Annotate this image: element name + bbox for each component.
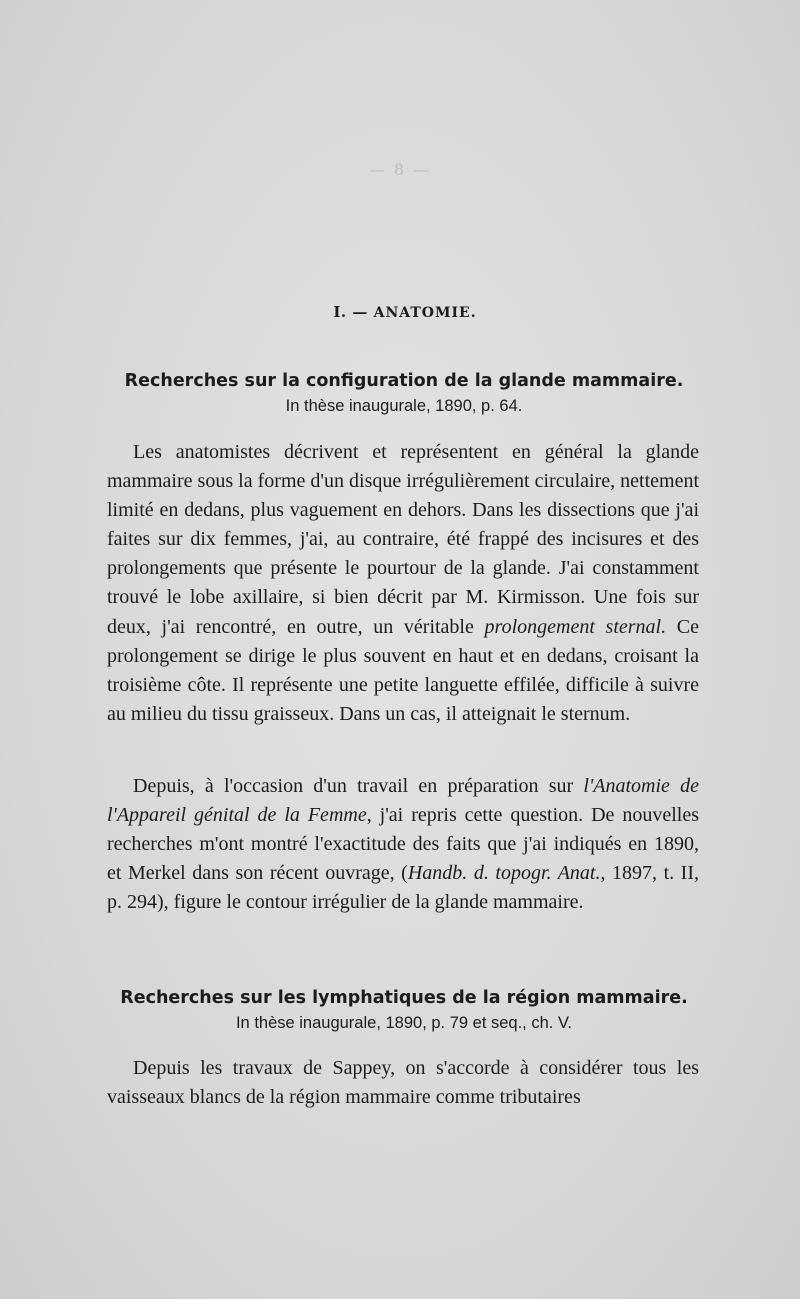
paragraph-text-after: Ce prolongement se dirige le plus souvent en haut et en dedans, croisant la troisième côte. Il représente une petite languette effilée, difficile à suivre au milieu du tissu graisseux. Dans un cas, il atteignait le sternum. <box>107 615 699 725</box>
paragraph-italic-text: prolongement sternal. <box>484 615 667 638</box>
paragraph-text-b: , j'ai repris cette question. De nouvelles recherches m'ont montré l'exactitude des faits que j'ai indiqués en 1890, et Merkel dans son récent ouvrage, ( <box>107 804 699 885</box>
article-source-configuration: In thèse inaugurale, 1890, p. 64. <box>285 397 523 415</box>
page-number: — 8 — <box>368 160 432 179</box>
section-heading <box>0 303 800 321</box>
paragraph-text: Les anatomistes décrivent et représentent en général la glande mammaire sous la forme d'un disque irrégulièrement circulaire, nettement limité en dedans, plus vaguement en dehors. Dans les dissections que j'ai faites sur dix femmes, j'ai, au contraire, été frappé des incisures et des prolongements que présente le pourtour de la glande. J'ai constamment trouvé le lobe axillaire, si bien décrit par M. Kirmisson. Une fois sur deux, j'ai rencontré, en outre, un véritable <box>107 441 699 638</box>
article-title-lymphatiques: Recherches sur les lymphatiques de la région mammaire. <box>120 988 688 1008</box>
paragraph-text-a: Depuis, à l'occasion d'un travail en préparation sur <box>133 775 584 797</box>
paragraph-italic-a: l'Anatomie de l'Appareil génital de la Femme <box>107 775 699 827</box>
paragraph-configuration-2 <box>107 772 699 917</box>
article-title-configuration: Recherches sur la configuration de la glande mammaire. <box>124 371 684 391</box>
paragraph-text-c: , 1897, t. II, p. 294), figure le contour irrégulier de la glande mammaire. <box>107 862 699 914</box>
section-number: I. — <box>333 303 368 321</box>
article-source-lymphatiques: In thèse inaugurale, 1890, p. 79 et seq., ch. V. <box>235 1014 573 1032</box>
section-title: ANATOMIE. <box>373 305 477 321</box>
paragraph-configuration-1 <box>107 438 699 729</box>
paragraph-italic-b: Handb. d. topogr. Anat. <box>407 862 601 885</box>
paragraph-lymphatiques-1: Depuis les travaux de Sappey, on s'accorde à considérer tous les vaisseaux blancs de la région mammaire comme tributaires <box>107 1057 699 1109</box>
